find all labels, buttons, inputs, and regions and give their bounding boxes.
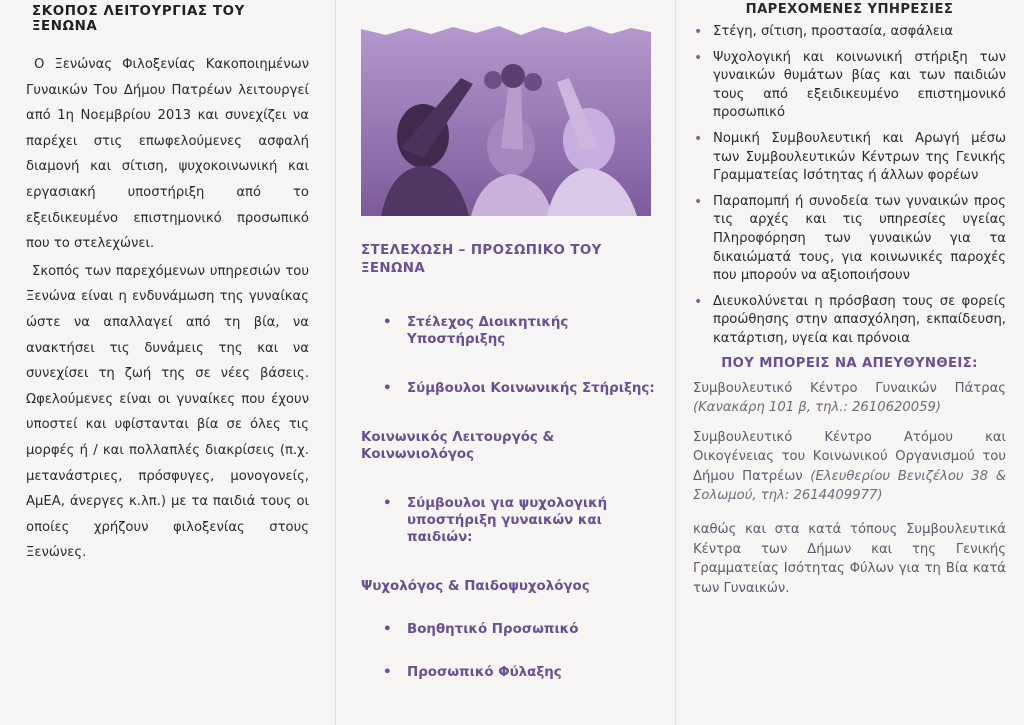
contact-heading: ΠΟΥ ΜΠΟΡΕΙΣ ΝΑ ΑΠΕΥΘΥΝΘΕΙΣ:	[721, 355, 978, 371]
staff-heading: ΣΤΕΛΕΧΩΣΗ – ΠΡΟΣΩΠΙΚΟ ΤΟΥ ΞΕΝΩΝΑ	[361, 243, 602, 276]
staff-list	[361, 314, 663, 397]
service-item: • Στέγη, σίτιση, προστασία, ασφάλεια	[693, 23, 1006, 42]
closing-paragraph: καθώς και στα κατά τόπους Συμβουλευτικά Κέντρα των Δήμων και της Γενικής Γραμματείας Ισότητας Φύλων για τη Βία κατά των Γυναικών.	[693, 522, 1006, 596]
contact-family-center	[693, 428, 1006, 506]
contact-family-center-address: (Ελευθερίου Βενιζέλου 38 & Σολωμού, τηλ: 2614409977)	[693, 468, 1006, 504]
service-item: • Διευκολύνεται η πρόσβαση τους σε φορείς προώθησης στην απασχόληση, εκπαίδευση, κατάρτιση, υγεία και πρόνοια	[693, 293, 1006, 349]
purpose-heading: ΣΚΟΠΟΣ ΛΕΙΤΟΥΡΓΙΑΣ ΤΟΥ ΞΕΝΩΝΑ	[32, 4, 245, 34]
staff-list-psych	[361, 495, 663, 546]
staff-role-psych: • Σύμβουλοι για ψυχολογική υποστήριξη γυναικών και παιδιών:	[361, 495, 663, 546]
services-panel	[675, 0, 1024, 725]
service-item: • Παραπομπή ή συνοδεία των γυναικών προς τις αρχές και τις υπηρεσίες υγείας Πληροφόρηση των γυναικών για τα δικαιώματά τους, για κοινωνικές παροχές που μπορούν να αξιοποιήσουν	[693, 193, 1006, 286]
contact-women-center-address: (Κανακάρη 101 β, τηλ.: 2610620059)	[693, 400, 942, 416]
purpose-paragraph: Σκοπός των παρεχόμενων υπηρεσιών του Ξενώνα είναι η ενδυνάμωση της γυναίκας ώστε να απαλλαγεί από τη βία, να ανακτήσει τις δυνάμεις της και να συνεχίσει τη ζωή της σε νέες βάσεις. Ωφελούμενες είναι οι γυναίκες που έχουν υποστεί και υφίστανται βία σε όλες τις μορφές ή / και πολλαπλές διακρίσεις (π.χ. μετανάστριες, πρόσφυγες, μονογονείς, ΑμΕΑ, άνεργες κ.λπ.) με τα παιδιά τους οι οποίες χρήζουν φιλοξενίας στους Ξενώνες.	[26, 263, 309, 561]
contact-women-center	[693, 379, 1006, 418]
services-heading: ΠΑΡΕΧΟΜΕΝΕΣ ΥΠΗΡΕΣΙΕΣ	[745, 2, 954, 17]
staff-role-assist: • Βοηθητικό Προσωπικό	[361, 621, 663, 638]
staff-role-social: • Σύμβουλοι Κοινωνικής Στήριξης:	[361, 380, 663, 397]
services-list	[693, 23, 1006, 349]
staff-psych-detail: Ψυχολόγος & Παιδοψυχολόγος	[361, 579, 590, 594]
staff-social-detail: Κοινωνικός Λειτουργός & Κοινωνιολόγος	[361, 430, 555, 462]
service-item: • Νομική Συμβουλευτική και Αρωγή μέσω των Συμβουλευτικών Κέντρων της Γενικής Γραμματείας Ισότητας ή άλλων φορέων	[693, 130, 1006, 186]
staff-panel	[335, 0, 675, 725]
women-raised-hands-illustration	[361, 18, 651, 216]
purpose-panel	[0, 0, 335, 725]
contact-women-center-name: Συμβουλευτικό Κέντρο Γυναικών Πάτρας	[693, 380, 1006, 396]
raised-hands-photo	[361, 18, 651, 216]
service-item: • Ψυχολογική και κοινωνική στήριξη των γυναικών θυμάτων βίας και των παιδιών τους από εξειδικευμένο επιστημονικό προσωπικό	[693, 49, 1006, 123]
staff-list-support	[361, 621, 663, 681]
staff-role-guard: • Προσωπικό Φύλαξης	[361, 664, 663, 681]
staff-role-admin: • Στέλεχος Διοικητικής Υποστήριξης	[361, 314, 663, 348]
intro-paragraph: Ο Ξενώνας Φιλοξενίας Κακοποιημένων Γυναικών Του Δήμου Πατρέων λειτουργεί από 1η Νοεμβρίου 2013 και συνεχίζει να παρέχει στις επωφελούμενες ασφαλή διαμονή και σίτιση, ψυχοκοινωνική και εργασιακή υποστήριξη από το εξειδικευμένο επιστημονικό προσωπικό που το στελεχώνει.	[26, 57, 309, 252]
contact-family-center-name: Συμβουλευτικό Κέντρο Ατόμου και Οικογένειας του Κοινωνικού Οργανισμού του Δήμου Πατρέων	[693, 429, 1006, 484]
